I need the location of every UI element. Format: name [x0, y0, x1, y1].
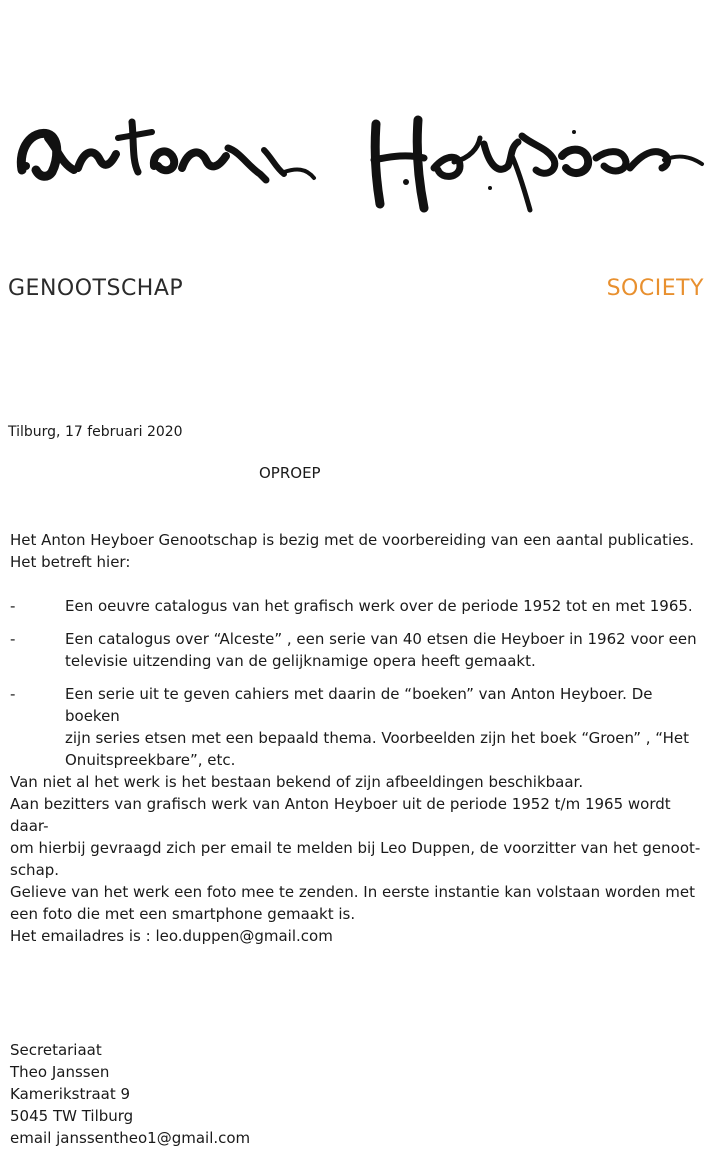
bullet-dash: -: [10, 630, 16, 648]
bullet-dash: -: [10, 597, 16, 615]
request-paragraph: [10, 771, 706, 947]
paragraph-line: om hierbij gevraagd zich per email te melden bij Leo Duppen, de voorzitter van het genoot-: [10, 839, 701, 857]
signature-graphic: [14, 108, 706, 218]
bullet-line: Een oeuvre catalogus van het grafisch werk over de periode 1952 tot en met 1965.: [65, 597, 693, 615]
letter-heading: OPROEP: [259, 464, 321, 482]
intro-line: Het betreft hier:: [10, 553, 131, 571]
paragraph-line: Van niet al het werk is het bestaan bekend of zijn afbeeldingen beschikbaar.: [10, 773, 584, 791]
bullet-text: [65, 683, 710, 771]
bullet-line: Onuitspreekbare”, etc.: [65, 751, 236, 769]
secretariat-email: email janssentheo1@gmail.com: [10, 1129, 251, 1147]
bullet-dash: -: [10, 685, 16, 703]
paragraph-line: Gelieve van het werk een foto mee te zenden. In eerste instantie kan volstaan worden met: [10, 883, 695, 901]
secretariat-street: Kamerikstraat 9: [10, 1085, 131, 1103]
paragraph-line: Aan bezitters van grafisch werk van Anton Heyboer uit de periode 1952 t/m 1965 wordt daar-: [10, 795, 671, 835]
bullet-line: televisie uitzending van de gelijknamige opera heeft gemaakt.: [65, 652, 536, 670]
brand-society-label: SOCIETY: [606, 276, 704, 301]
signature-logo: [14, 108, 706, 218]
paragraph-line: schap.: [10, 861, 60, 879]
bullet-line: Een catalogus over “Alceste” , een serie van 40 etsen die Heyboer in 1962 voor een: [65, 630, 697, 648]
bullet-line: Een serie uit te geven cahiers met daarin de “boeken” van Anton Heyboer. De boeken: [65, 685, 653, 725]
bullet-text: [65, 595, 710, 617]
intro-line: Het Anton Heyboer Genootschap is bezig met de voorbereiding van een aantal publicaties.: [10, 531, 695, 549]
bullet-line: zijn series etsen met een bepaald thema. Voorbeelden zijn het boek “Groen” , “Het: [65, 729, 689, 747]
secretariat-block: [10, 1039, 250, 1149]
paragraph-line: een foto die met een smartphone gemaakt is.: [10, 905, 356, 923]
brand-genootschap-label: GENOOTSCHAP: [8, 276, 184, 301]
secretariat-city: 5045 TW Tilburg: [10, 1107, 134, 1125]
letter-date: Tilburg, 17 februari 2020: [8, 424, 183, 440]
intro-paragraph: [10, 529, 706, 573]
email-line: Het emailadres is : leo.duppen@gmail.com: [10, 927, 333, 945]
secretariat-title: Secretariaat: [10, 1041, 102, 1059]
bullet-text: [65, 628, 710, 672]
secretariat-name: Theo Janssen: [10, 1063, 110, 1081]
